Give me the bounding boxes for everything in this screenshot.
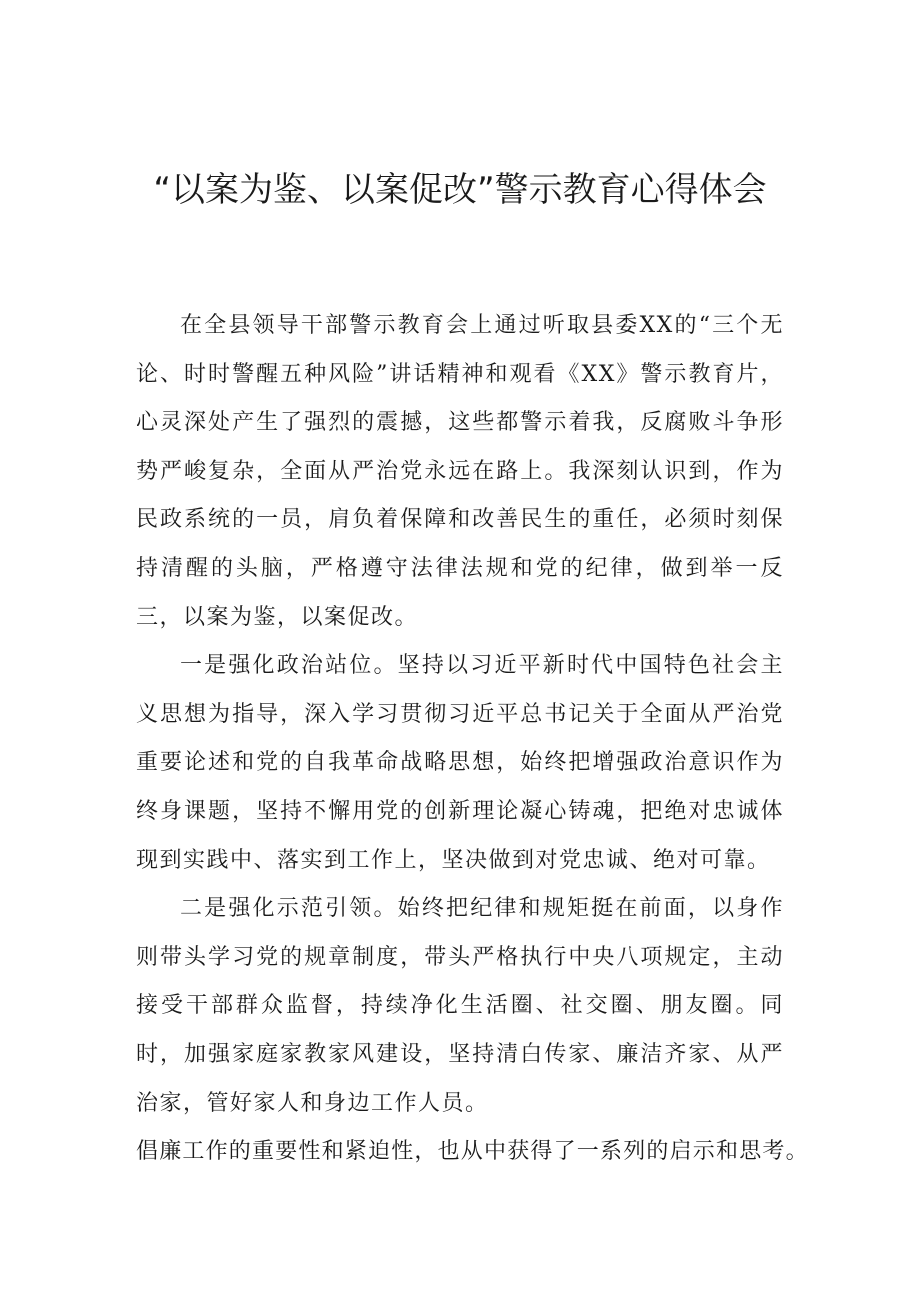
document-body — [136, 302, 809, 1177]
paragraph-fragment: 倡廉工作的重要性和紧迫性，也从中获得了一系列的启示和思考。 — [136, 1139, 809, 1165]
paragraph-political-stance: 一是强化政治站位。坚持以习近平新时代中国特色社会主义思想为指导，深入学习贯彻习近平总书记关于全面从严治党重要论述和党的自我革命战略思想，始终把增强政治意识作为终身课题，坚持不懈用党的创新理论凝心铸魂，把绝对忠诚体现到实践中、落实到工作上，坚决做到对党忠诚、绝对可靠。 — [136, 653, 784, 873]
document-title: “以案为鉴、以案促改”警示教育心得体会 — [153, 170, 767, 210]
paragraph-exemplary-role: 二是强化示范引领。始终把纪律和规矩挺在前面，以身作则带头学习党的规章制度，带头严格执行中央八项规定，主动接受干部群众监督，持续净化生活圈、社交圈、朋友圈。同时，加强家庭家教家风建设，坚持清白传家、廉洁齐家、从严治家，管好家人和身边工作人员。 — [136, 896, 784, 1116]
paragraph-intro: 在全县领导干部警示教育会上通过听取县委XX的“三个无论、时时警醒五种风险”讲话精神和观看《XX》警示教育片，心灵深处产生了强烈的震撼，这些都警示着我，反腐败斗争形势严峻复杂，全面从严治党永远在路上。我深刻认识到，作为民政系统的一员，肩负着保障和改善民生的重任，必须时刻保持清醒的头脑，严格遵守法律法规和党的纪律，做到举一反三，以案为鉴，以案促改。 — [136, 313, 784, 630]
